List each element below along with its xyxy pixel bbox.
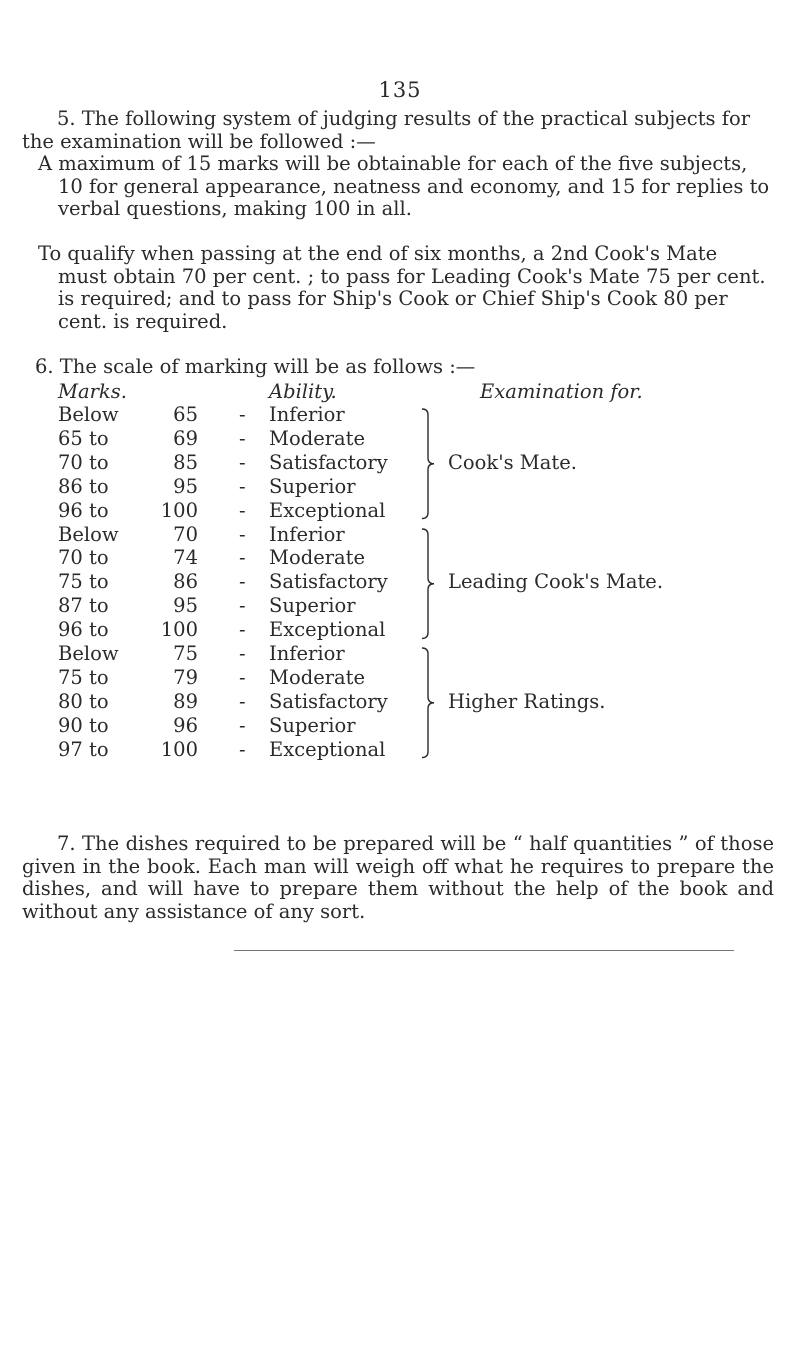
marks-upper: 96 <box>173 713 198 737</box>
row-dash: - <box>239 426 246 450</box>
table-row <box>0 594 800 617</box>
marks-upper: 95 <box>173 594 198 618</box>
ability-label: Satisfactory <box>269 450 388 474</box>
ability-label: Moderate <box>269 546 366 570</box>
table-row <box>0 690 800 713</box>
row-dash: - <box>239 474 246 498</box>
ability-label: Superior <box>269 474 356 498</box>
row-dash: - <box>239 689 246 713</box>
table-row <box>0 618 800 641</box>
examination-group-label: Leading Cook's Mate. <box>448 570 664 594</box>
marks-upper: 95 <box>173 474 198 498</box>
marks-upper: 79 <box>173 665 198 689</box>
marks-upper: 75 <box>173 642 198 665</box>
marks-lower: 65 to <box>58 426 109 450</box>
ability-label: Exceptional <box>269 618 386 642</box>
table-row <box>0 451 800 474</box>
section-6-intro: 6. The scale of marking will be as follows :— <box>35 355 476 378</box>
marks-lower: Below <box>58 403 119 426</box>
page-number: 135 <box>378 78 422 102</box>
group-brace-icon <box>420 646 442 760</box>
ability-label: Inferior <box>269 522 345 546</box>
ability-label: Superior <box>269 594 356 618</box>
marks-lower: 75 to <box>58 570 109 594</box>
group-brace-icon <box>420 527 442 641</box>
section-5-intro: 5. The following system of judging results of the practical subjects for the examination will be followed :— <box>22 107 751 153</box>
header-ability: Ability. <box>269 380 337 403</box>
marks-upper: 100 <box>160 498 198 522</box>
end-divider-rule <box>234 950 734 951</box>
table-row <box>0 642 800 665</box>
table-row <box>0 570 800 593</box>
marks-upper: 74 <box>173 546 198 570</box>
row-dash: - <box>239 713 246 737</box>
table-row <box>0 427 800 450</box>
marks-lower: 87 to <box>58 594 109 618</box>
row-dash: - <box>239 403 246 426</box>
marks-lower: 97 to <box>58 737 109 761</box>
group-brace-icon <box>420 407 442 521</box>
ability-label: Exceptional <box>269 737 386 761</box>
marks-upper: 69 <box>173 426 198 450</box>
table-row <box>0 499 800 522</box>
row-dash: - <box>239 642 246 665</box>
section-5-qualification: To qualify when passing at the end of six months, a 2nd Cook's Mate must obtain 70 per cent. ; to pass for Leading Cook's Mate 75 per cent. is required; and to pass for Ship's Cook or Chief Ship's Cook 80 per cent. is required. <box>38 242 766 333</box>
marks-lower: 75 to <box>58 665 109 689</box>
marks-lower: 96 to <box>58 498 109 522</box>
marks-lower: 86 to <box>58 474 109 498</box>
row-dash: - <box>239 450 246 474</box>
ability-label: Moderate <box>269 426 366 450</box>
table-row <box>0 714 800 737</box>
marks-lower: 80 to <box>58 689 109 713</box>
header-marks: Marks. <box>58 380 127 403</box>
row-dash: - <box>239 498 246 522</box>
marks-lower: 96 to <box>58 618 109 642</box>
marks-upper: 86 <box>173 570 198 594</box>
section-5-maximum-marks: A maximum of 15 marks will be obtainable for each of the five subjects, 10 for general appearance, neatness and economy, and 15 for replies to verbal questions, making 100 in all. <box>38 152 770 220</box>
row-dash: - <box>239 594 246 618</box>
table-row <box>0 403 800 426</box>
ability-label: Satisfactory <box>269 689 388 713</box>
marks-lower: 90 to <box>58 713 109 737</box>
table-row <box>0 738 800 761</box>
marks-upper: 70 <box>173 522 198 546</box>
table-row <box>0 666 800 689</box>
ability-label: Satisfactory <box>269 570 388 594</box>
examination-group-label: Higher Ratings. <box>448 689 606 713</box>
row-dash: - <box>239 570 246 594</box>
row-dash: - <box>239 618 246 642</box>
ability-label: Inferior <box>269 403 345 426</box>
marks-upper: 100 <box>160 737 198 761</box>
marks-lower: 70 to <box>58 450 109 474</box>
table-row <box>0 523 800 546</box>
row-dash: - <box>239 665 246 689</box>
marks-upper: 100 <box>160 618 198 642</box>
ability-label: Moderate <box>269 665 366 689</box>
examination-group-label: Cook's Mate. <box>448 450 577 474</box>
row-dash: - <box>239 546 246 570</box>
row-dash: - <box>239 522 246 546</box>
table-row <box>0 475 800 498</box>
section-7-text: 7. The dishes required to be prepared will be “ half quantities ” of those given in the book. Each man will weigh off what he requires to prepare the dishes, and will have to prepare them without the help of the book and without any assistance of any sort. <box>22 832 774 923</box>
marks-upper: 65 <box>173 403 198 426</box>
ability-label: Superior <box>269 713 356 737</box>
table-row <box>0 546 800 569</box>
marks-upper: 85 <box>173 450 198 474</box>
row-dash: - <box>239 737 246 761</box>
ability-label: Exceptional <box>269 498 386 522</box>
marks-upper: 89 <box>173 689 198 713</box>
header-examination-for: Examination for. <box>480 380 643 403</box>
ability-label: Inferior <box>269 642 345 665</box>
marks-lower: 70 to <box>58 546 109 570</box>
marks-lower: Below <box>58 522 119 546</box>
marks-lower: Below <box>58 642 119 665</box>
